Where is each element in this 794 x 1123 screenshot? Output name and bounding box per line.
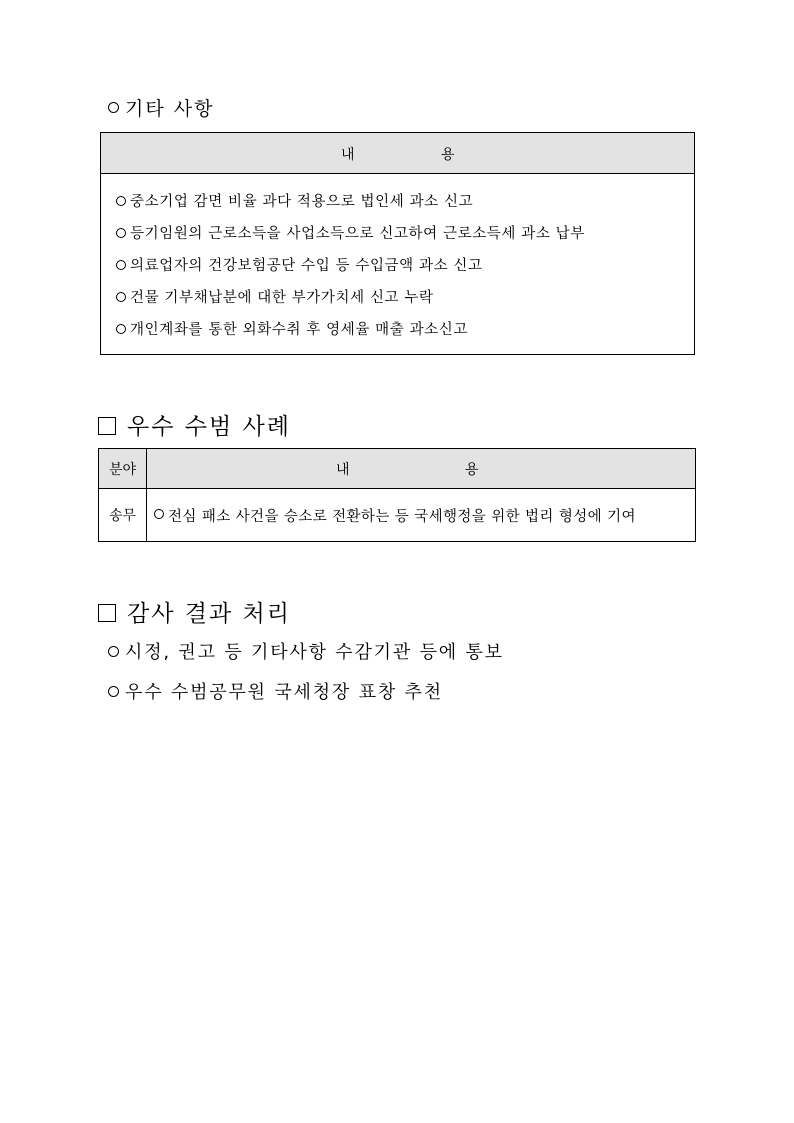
- audit-result-heading: [98, 595, 291, 628]
- header-label-left: 내: [336, 461, 350, 478]
- table-body: [101, 174, 694, 348]
- circle-bullet-icon: [116, 324, 126, 334]
- header-label-right: 용: [465, 461, 479, 478]
- table-cell-field: 송무: [99, 489, 147, 541]
- list-item: 중소기업 감면 비율 과다 적용으로 법인세 과소 신고: [116, 188, 694, 220]
- circle-bullet-icon: [108, 686, 119, 697]
- square-bullet-icon: [98, 417, 116, 435]
- audit-result-item: 시정, 권고 등 기타사항 수감기관 등에 통보: [108, 638, 504, 664]
- table-cell-content: 전심 패소 사건을 승소로 전환하는 등 국세행정을 위한 법리 형성에 기여: [147, 489, 695, 541]
- header-label-right: 용: [441, 147, 455, 163]
- circle-bullet-icon: [116, 196, 126, 206]
- list-item: 의료업자의 건강보험공단 수입 등 수입금액 과소 신고: [116, 252, 694, 284]
- exemplary-cases-table: [98, 448, 696, 542]
- column-header-content: [147, 449, 695, 489]
- circle-bullet-icon: [116, 292, 126, 302]
- other-matters-heading: [108, 94, 214, 121]
- exemplary-cases-heading: [98, 408, 291, 441]
- list-item: 건물 기부채납분에 대한 부가가치세 신고 누락: [116, 284, 694, 316]
- audit-result-heading-text: 감사 결과 처리: [127, 601, 291, 627]
- other-matters-table: [100, 132, 695, 355]
- circle-bullet-icon: [154, 509, 164, 519]
- list-item: 등기임원의 근로소득을 사업소득으로 신고하여 근로소득세 과소 납부: [116, 220, 694, 252]
- column-header-field: 분야: [99, 449, 147, 489]
- header-label-left: 내: [341, 147, 355, 163]
- table-header: [101, 133, 694, 174]
- square-bullet-icon: [98, 604, 116, 622]
- circle-bullet-icon: [108, 646, 119, 657]
- audit-result-item: 우수 수범공무원 국세청장 표창 추천: [108, 678, 443, 704]
- circle-bullet-icon: [108, 102, 119, 113]
- circle-bullet-icon: [116, 228, 126, 238]
- list-item: 개인계좌를 통한 외화수취 후 영세율 매출 과소신고: [116, 316, 694, 348]
- exemplary-cases-heading-text: 우수 수범 사례: [127, 414, 291, 440]
- circle-bullet-icon: [116, 260, 126, 270]
- other-matters-heading-text: 기타 사항: [125, 98, 215, 120]
